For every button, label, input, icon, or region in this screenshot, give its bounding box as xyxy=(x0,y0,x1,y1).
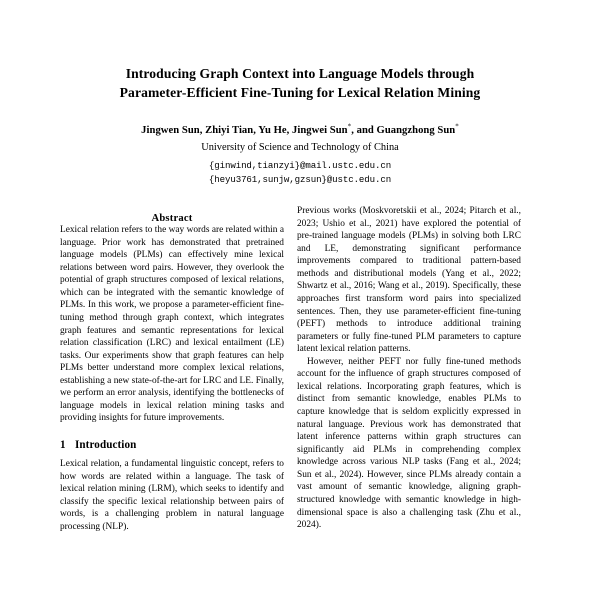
title-line-2: Parameter-Efficient Fine-Tuning for Lexical Relation Mining xyxy=(119,85,481,101)
email-block xyxy=(60,159,540,187)
right-column xyxy=(297,205,521,600)
author-footnote-marker-2: * xyxy=(455,122,459,131)
author-names-first: Jingwen Sun, Zhiyi Tian, Yu He, Jingwei Sun xyxy=(141,124,348,136)
right-paragraph-1: Previous works (Moskvoretskii et al., 2024; Pitarch et al., 2023; Ushio et al., 2021) have explored the potential of pre-trained language models (PLMs) in solving both LRC and LE, demonstrating significant performance improvements compared to traditional pattern-based methods and distributional models (Yang et al., 2022; Shwartz et al., 2016; Wang et al., 2019). Specifically, these approaches first transform word pairs into specialized sentences. Then, they use parameter-efficient fine-tuning (PEFT) methods to introduce additional training parameters or fully fine-tuned PLM parameters to capture latent lexical relation patterns. xyxy=(297,206,521,355)
email-line-2: {heyu3761,sunjw,gzsun}@ustc.edu.cn xyxy=(208,174,392,186)
introduction-paragraph-1: Lexical relation, a fundamental linguistic concept, refers to how words are related within a language. The task of lexical relation mining (LRM), which seeks to identify and classify the specific lexical relationship between pairs of words, is a challenging problem in natural language processing (NLP). xyxy=(60,459,284,532)
page-title xyxy=(64,64,536,103)
right-paragraph-2: However, neither PEFT nor fully fine-tuned methods account for the influence of graph structures composed of lexical relations. Incorporating graph features, which is distinct from semantic knowledge, enables PLMs to capture knowledge that is seldom explicitly expressed in natural language. Previous work has demonstrated that latent inference patterns within graph structures can significantly aid PLMs in comprehending complex knowledge across various NLP tasks (Fang et al., 2024; Sun et al., 2024). However, since PLMs already contain a vast amount of semantic knowledge, aligning graph-structured knowledge with semantic knowledge in high-dimensional space is also a challenging task (Zhu et al., 2024). xyxy=(297,356,521,531)
author-footnote-marker-1: * xyxy=(347,122,352,131)
two-column-body xyxy=(60,205,540,600)
author-list xyxy=(60,124,540,138)
affiliation: University of Science and Technology of China xyxy=(201,141,399,153)
paper-head xyxy=(60,0,540,187)
section-title: Introduction xyxy=(75,439,137,451)
author-names-second: , and Guangzhong Sun xyxy=(351,124,456,136)
abstract-heading: Abstract xyxy=(151,213,193,224)
left-column xyxy=(60,205,284,600)
section-heading-introduction xyxy=(60,439,284,451)
section-number: 1 xyxy=(60,439,66,451)
email-line-1: {ginwind,tianzyi}@mail.ustc.edu.cn xyxy=(208,159,392,171)
title-line-1: Introducing Graph Context into Language Models through xyxy=(125,66,475,81)
abstract-paragraph: Lexical relation refers to the way words are related within a language. Prior work has demonstrated that pretrained language models (PLMs) can effectively mine lexical relations between word pairs. However, they overlook the potential of graph structures composed of lexical relations, which can be integrated with the semantic knowledge of PLMs. In this work, we propose a parameter-efficient fine-tuning method through graph context, which integrates graph features and semantic representations for lexical relation classification (LRC) and lexical entailment (LE) tasks. Our experiments show that graph features can help PLMs better understand more complex lexical relations, establishing a new state-of-the-art for LRC and LE. Finally, we perform an error analysis, identifying the bottlenecks of language models in lexical relation mining tasks and providing insights for future improvements. xyxy=(60,225,284,424)
